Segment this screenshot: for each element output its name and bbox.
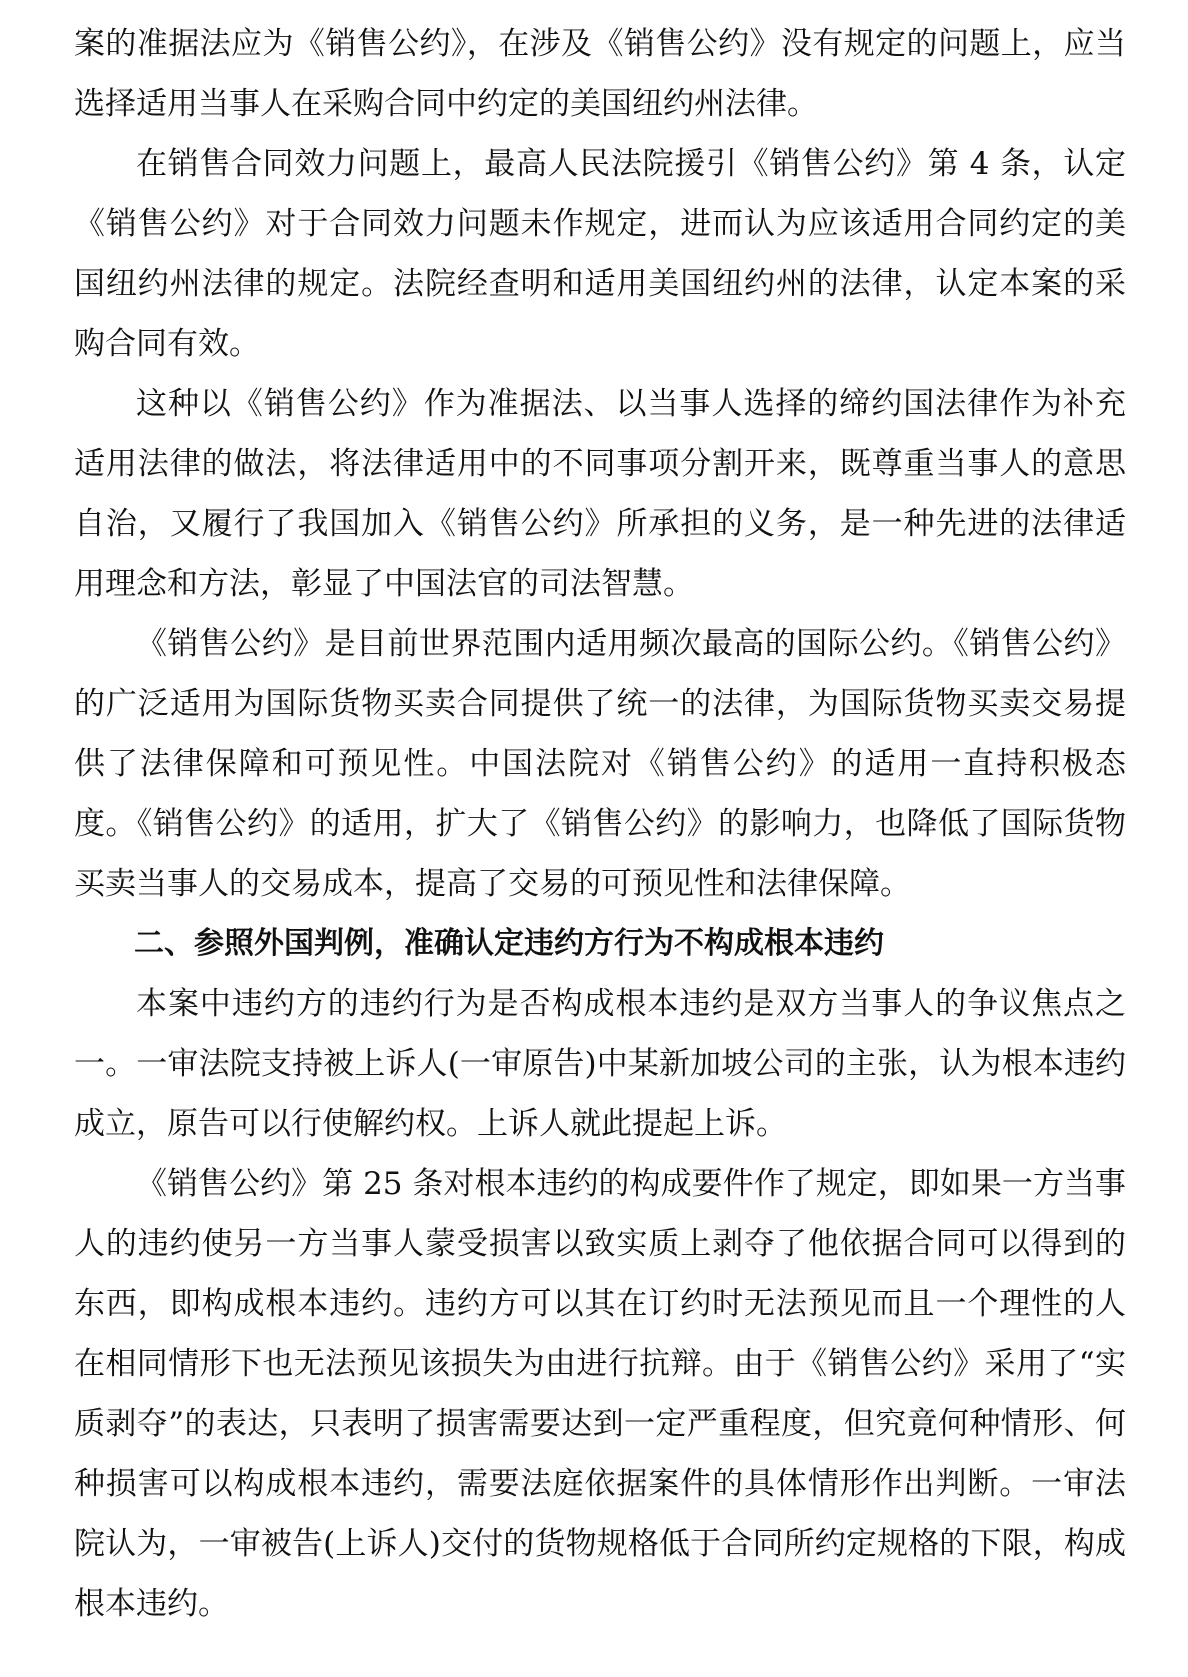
paragraph-contract-validity: 在销售合同效力问题上，最高人民法院援引《销售公约》第 4 条，认定《销售公约》对于合同效力问题未作规定，进而认为应该适用合同约定的美国纽约州法律的规定。法院经查明和适用美国纽约州的法律，认定本案的采购合同有效。 <box>74 146 1126 362</box>
paragraph-dispute-focus: 本案中违约方的违约行为是否构成根本违约是双方当事人的争议焦点之一。一审法院支持被上诉人(一审原告)中某新加坡公司的主张，认为根本违约成立，原告可以行使解约权。上诉人就此提起上诉。 <box>74 986 1126 1142</box>
paragraph-applicable-law-method: 这种以《销售公约》作为准据法、以当事人选择的缔约国法律作为补充适用法律的做法，将法律适用中的不同事项分割开来，既尊重当事人的意思自治，又履行了我国加入《销售公约》所承担的义务，是一种先进的法律适用理念和方法，彰显了中国法官的司法智慧。 <box>74 386 1126 602</box>
paragraph-fundamental-breach: 《销售公约》第 25 条对根本违约的构成要件作了规定，即如果一方当事人的违约使另一方当事人蒙受损害以致实质上剥夺了他依据合同可以得到的东西，即构成根本违约。违约方可以其在订约时无法预见而且一个理性的人在相同情形下也无法预见该损失为由进行抗辩。由于《销售公约》采用了“实质剥夺”的表达，只表明了损害需要达到一定严重程度，但究竟何种情形、何种损害可以构成根本违约，需要法庭依据案件的具体情形作出判断。一审法院认为，一审被告(上诉人)交付的货物规格低于合同所约定规格的下限，构成根本违约。 <box>74 1166 1126 1622</box>
paragraph-continued: 案的准据法应为《销售公约》，在涉及《销售公约》没有规定的问题上，应当选择适用当事人在采购合同中约定的美国纽约州法律。 <box>74 26 1126 122</box>
section-heading: 二、参照外国判例，准确认定违约方行为不构成根本违约 <box>134 926 884 961</box>
paragraph-cisg-application: 《销售公约》是目前世界范围内适用频次最高的国际公约。《销售公约》的广泛适用为国际货物买卖合同提供了统一的法律，为国际货物买卖交易提供了法律保障和可预见性。中国法院对《销售公约》的适用一直持积极态度。《销售公约》的适用，扩大了《销售公约》的影响力，也降低了国际货物买卖当事人的交易成本，提高了交易的可预见性和法律保障。 <box>74 626 1126 902</box>
document-page <box>74 14 1126 1634</box>
